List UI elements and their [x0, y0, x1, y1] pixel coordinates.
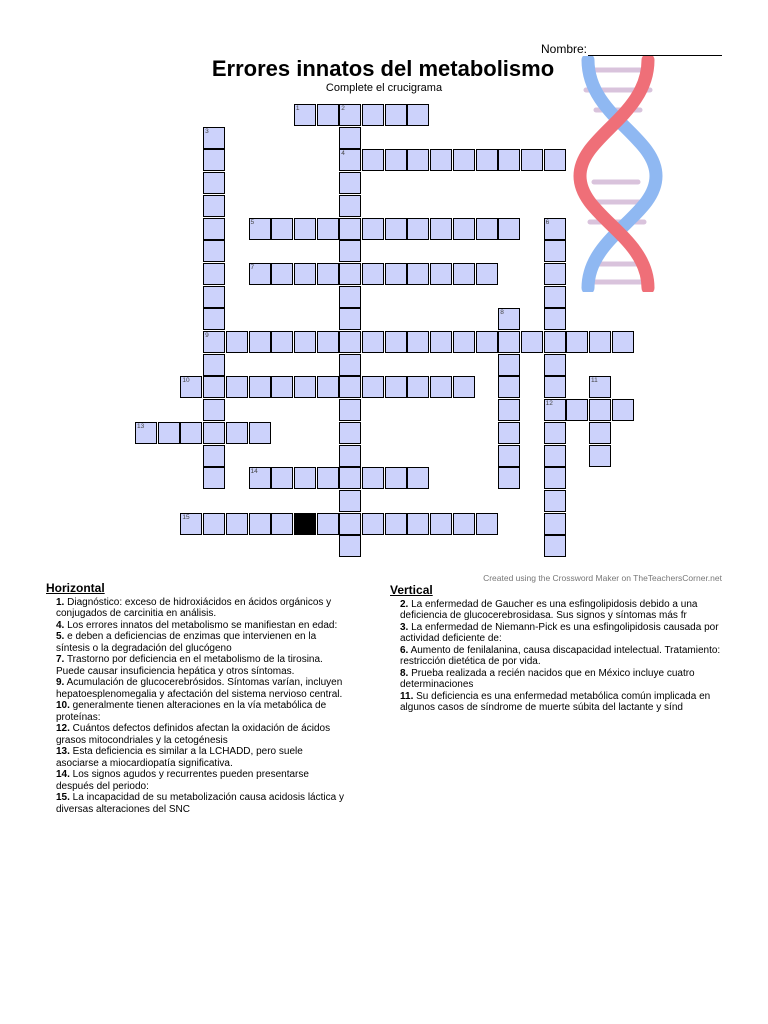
horizontal-clue-list — [46, 597, 346, 816]
crossword-cell[interactable] — [271, 218, 293, 240]
crossword-cell[interactable] — [385, 104, 407, 126]
crossword-cell[interactable] — [203, 149, 225, 171]
crossword-cell[interactable] — [339, 240, 361, 262]
crossword-cell[interactable] — [180, 513, 202, 535]
crossword-cell[interactable] — [339, 127, 361, 149]
crossword-cell[interactable] — [385, 513, 407, 535]
clue-number: 9. — [56, 677, 65, 688]
cell-number: 14 — [250, 468, 258, 476]
clue-text: Diagnóstico: exceso de hidroxiácidos en ácidos orgánicos y conjugados de carcinitia en análisis. — [56, 596, 332, 619]
crossword-cell[interactable] — [294, 263, 316, 285]
clues-heading-horizontal: Horizontal — [46, 581, 105, 595]
crossword-cell[interactable] — [407, 104, 429, 126]
crossword-cell[interactable] — [317, 467, 339, 489]
crossword-cell[interactable] — [453, 149, 475, 171]
crossword-cell[interactable] — [226, 376, 248, 398]
clue-text: Aumento de fenilalanina, causa discapacidad intelectual. Tratamiento: restricción dietética de por vida. — [400, 644, 721, 667]
crossword-cell[interactable] — [476, 218, 498, 240]
crossword-cell[interactable] — [362, 331, 384, 353]
crossword-cell[interactable] — [294, 467, 316, 489]
clue-text: Acumulación de glucocerebrósidos. Síntomas varían, incluyen hepatoesplenomegalia y afectación del sistema nervioso central. — [56, 677, 343, 700]
crossword-cell[interactable] — [612, 331, 634, 353]
clue-item — [46, 654, 346, 677]
crossword-cell[interactable] — [339, 467, 361, 489]
crossword-cell[interactable] — [249, 263, 271, 285]
crossword-cell[interactable] — [180, 422, 202, 444]
crossword-cell[interactable] — [521, 331, 543, 353]
crossword-cell[interactable] — [249, 422, 271, 444]
crossword-cell[interactable] — [476, 263, 498, 285]
cell-number: 7 — [250, 263, 255, 271]
clue-item — [46, 631, 346, 654]
crossword-cell[interactable] — [203, 445, 225, 467]
page-subtitle: Complete el crucigrama — [325, 82, 443, 94]
crossword-cell[interactable] — [589, 445, 611, 467]
crossword-cell[interactable] — [385, 376, 407, 398]
cell-number: 8 — [500, 309, 504, 317]
crossword-cell[interactable] — [362, 104, 384, 126]
crossword-cell[interactable] — [203, 467, 225, 489]
page-title: Errores innatos del metabolismo — [211, 56, 555, 81]
crossword-cell[interactable] — [203, 308, 225, 330]
crossword-cell[interactable] — [521, 149, 543, 171]
horizontal-clues — [46, 583, 346, 815]
clue-item — [46, 769, 346, 792]
crossword-cell[interactable] — [498, 445, 520, 467]
cell-number: 13 — [137, 422, 145, 430]
clue-item — [390, 622, 730, 645]
clue-text: Trastorno por deficiencia en el metabolismo de la tirosina. Puede causar insuficiencia hepática y otros síntomas. — [56, 654, 323, 677]
crossword-cell[interactable] — [385, 331, 407, 353]
crossword-cell[interactable] — [453, 331, 475, 353]
clue-item — [46, 620, 346, 632]
crossword-cell[interactable] — [249, 467, 271, 489]
crossword-cell[interactable] — [180, 376, 202, 398]
clue-item — [390, 668, 730, 691]
crossword-cell[interactable] — [544, 467, 566, 489]
clue-item — [46, 746, 346, 769]
crossword-cell[interactable] — [271, 263, 293, 285]
crossword-cell[interactable] — [498, 467, 520, 489]
crossword-cell[interactable] — [271, 513, 293, 535]
crossword-cell[interactable] — [339, 286, 361, 308]
crossword-cell[interactable] — [339, 172, 361, 194]
cell-number: 6 — [545, 218, 550, 226]
cell-number: 12 — [545, 400, 553, 408]
crossword-cell[interactable] — [317, 218, 339, 240]
crossword-cell[interactable] — [453, 218, 475, 240]
crossword-cell[interactable] — [589, 331, 611, 353]
crossword-cell[interactable] — [226, 422, 248, 444]
crossword-cell[interactable] — [249, 218, 271, 240]
clue-text: Cuántos defectos definidos afectan la oxidación de ácidos grasos mitocondriales y la cetogénesis — [56, 723, 331, 746]
crossword-cell[interactable] — [317, 104, 339, 126]
crossword-cell[interactable] — [544, 445, 566, 467]
crossword-cell[interactable] — [430, 218, 452, 240]
clue-item — [46, 792, 346, 815]
crossword-cell[interactable] — [339, 535, 361, 557]
crossword-cell[interactable] — [612, 399, 634, 421]
crossword-cell[interactable] — [544, 308, 566, 330]
cell-number: 11 — [591, 377, 598, 385]
clue-text: e deben a deficiencias de enzimas que intervienen en la síntesis o la degradación del glucógeno — [56, 631, 317, 654]
crossword-cell[interactable] — [407, 513, 429, 535]
crossword-cell[interactable] — [249, 331, 271, 353]
crossword-cell[interactable] — [430, 331, 452, 353]
crossword-cell[interactable] — [362, 149, 384, 171]
crossword-cell[interactable] — [498, 422, 520, 444]
crossword-cell[interactable] — [271, 376, 293, 398]
clue-text: La enfermedad de Niemann-Pick es una esfingolipidosis causada por actividad deficiente de: — [400, 621, 719, 644]
crossword-cell[interactable] — [339, 149, 361, 171]
crossword-cell[interactable] — [339, 490, 361, 512]
clue-number: 1. — [56, 596, 65, 608]
crossword-cell[interactable] — [476, 331, 498, 353]
crossword-cell[interactable] — [498, 376, 520, 398]
crossword-cell[interactable] — [498, 354, 520, 376]
clue-item — [46, 700, 346, 723]
crossword-cell[interactable] — [317, 263, 339, 285]
crossword-cell[interactable] — [203, 263, 225, 285]
crossword-cell[interactable] — [339, 445, 361, 467]
clue-item — [390, 691, 730, 714]
crossword-cell[interactable] — [203, 286, 225, 308]
crossword-cell[interactable] — [339, 308, 361, 330]
clue-number: 15. — [56, 792, 70, 803]
crossword-cell[interactable] — [339, 218, 361, 240]
crossword-cell[interactable] — [203, 218, 225, 240]
crossword-cell[interactable] — [407, 263, 429, 285]
cell-number: 4 — [341, 150, 345, 158]
crossword-cell[interactable] — [453, 376, 475, 398]
crossword-cell[interactable] — [226, 513, 248, 535]
crossword-cell[interactable] — [362, 376, 384, 398]
crossword-cell[interactable] — [430, 513, 452, 535]
crossword-cell[interactable] — [498, 218, 520, 240]
crossword-cell[interactable] — [249, 376, 271, 398]
crossword-cell[interactable] — [544, 376, 566, 398]
clue-text: Los errores innatos del metabolismo se manifiestan en edad: — [64, 619, 338, 631]
crossword-cell[interactable] — [498, 399, 520, 421]
crossword-cell[interactable] — [294, 331, 316, 353]
crossword-cell[interactable] — [589, 422, 611, 444]
crossword-cell[interactable] — [476, 513, 498, 535]
clue-number: 2. — [400, 598, 409, 610]
dna-helix-icon — [560, 56, 672, 292]
crossword-cell[interactable] — [498, 308, 520, 330]
crossword-cell[interactable] — [203, 172, 225, 194]
cell-number: 1 — [295, 105, 300, 112]
crossword-cell[interactable] — [226, 331, 248, 353]
vertical-clues — [390, 585, 730, 714]
clue-number: 5. — [56, 631, 65, 642]
crossword-cell[interactable] — [476, 149, 498, 171]
crossword-cell[interactable] — [317, 331, 339, 353]
name-label: Nombre: — [541, 42, 588, 56]
cell-number: 9 — [205, 332, 209, 339]
crossword-cell[interactable] — [339, 354, 361, 376]
crossword-cell[interactable] — [249, 513, 271, 535]
clue-number: 4. — [56, 619, 65, 631]
clue-item — [46, 597, 346, 620]
clue-number: 3. — [400, 621, 409, 633]
crossword-cell[interactable] — [203, 354, 225, 376]
crossword-block — [294, 513, 316, 535]
clue-number: 6. — [400, 644, 409, 656]
crossword-cell[interactable] — [203, 331, 225, 353]
crossword-cell[interactable] — [339, 331, 361, 353]
crossword-cell[interactable] — [430, 376, 452, 398]
clue-number: 12. — [56, 723, 70, 734]
clue-text: Esta deficiencia es similar a la LCHADD, pero suele asociarse a miocardiopatía significativa. — [56, 746, 303, 769]
crossword-cell[interactable] — [158, 422, 180, 444]
clue-number: 7. — [56, 654, 65, 665]
crossword-cell[interactable] — [203, 376, 225, 398]
cell-number: 15 — [182, 513, 190, 521]
crossword-cell[interactable] — [430, 149, 452, 171]
crossword-cell[interactable] — [317, 513, 339, 535]
clues-heading-vertical: Vertical — [390, 583, 433, 597]
crossword-cell[interactable] — [339, 422, 361, 444]
crossword-cell[interactable] — [544, 354, 566, 376]
crossword-cell[interactable] — [498, 149, 520, 171]
crossword-cell[interactable] — [339, 104, 361, 126]
clue-text: Prueba realizada a recién nacidos que en México incluye cuatro determinaciones — [400, 667, 695, 690]
crossword-cell[interactable] — [544, 422, 566, 444]
crossword-cell[interactable] — [339, 513, 361, 535]
crossword-cell[interactable] — [271, 467, 293, 489]
crossword-cell[interactable] — [362, 218, 384, 240]
crossword-cell[interactable] — [407, 218, 429, 240]
clue-text: Su deficiencia es una enfermedad metabólica común implicada en algunos casos de síndrome de muerte súbita del lactante y sínd — [400, 690, 711, 713]
crossword-cell[interactable] — [385, 263, 407, 285]
clue-item — [390, 645, 730, 668]
crossword-cell[interactable] — [203, 127, 225, 149]
crossword-cell[interactable] — [544, 535, 566, 557]
crossword-cell[interactable] — [566, 331, 588, 353]
crossword-cell[interactable] — [430, 263, 452, 285]
clue-number: 10. — [56, 700, 70, 711]
crossword-cell[interactable] — [385, 218, 407, 240]
clue-number: 11. — [400, 690, 414, 702]
clue-number: 14. — [56, 769, 70, 780]
crossword-cell[interactable] — [294, 376, 316, 398]
crossword-cell[interactable] — [589, 399, 611, 421]
cell-number: 5 — [250, 218, 255, 226]
crossword-cell[interactable] — [317, 376, 339, 398]
clue-number: 13. — [56, 746, 70, 757]
crossword-cell[interactable] — [589, 376, 611, 398]
clue-item — [390, 599, 730, 622]
crossword-cell[interactable] — [544, 331, 566, 353]
crossword-cell[interactable] — [566, 399, 588, 421]
crossword-cell[interactable] — [362, 263, 384, 285]
crossword-cell[interactable] — [203, 513, 225, 535]
vertical-clue-list — [390, 599, 730, 714]
crossword-cell[interactable] — [339, 376, 361, 398]
crossword-cell[interactable] — [203, 422, 225, 444]
crossword-cell[interactable] — [544, 513, 566, 535]
crossword-cell[interactable] — [294, 218, 316, 240]
clue-item — [46, 677, 346, 700]
credit-text: Created using the Crossword Maker on TheTeachersCorner.net — [483, 573, 722, 583]
crossword-cell[interactable] — [385, 149, 407, 171]
clue-text: Los signos agudos y recurrentes pueden presentarse después del periodo: — [56, 769, 309, 792]
crossword-cell[interactable] — [339, 399, 361, 421]
clue-text: La enfermedad de Gaucher es una esfingolipidosis debido a una deficiencia de glucocerebrosidasa. Sus signos y síntomas más fr — [400, 598, 698, 621]
cell-number: 10 — [182, 377, 190, 385]
crossword-cell[interactable] — [294, 104, 316, 126]
crossword-cell[interactable] — [407, 331, 429, 353]
clue-item — [46, 723, 346, 746]
crossword-cell[interactable] — [385, 467, 407, 489]
crossword-cell[interactable] — [271, 331, 293, 353]
crossword-cell[interactable] — [407, 149, 429, 171]
crossword-cell[interactable] — [453, 513, 475, 535]
crossword-cell[interactable] — [135, 422, 157, 444]
crossword-cell[interactable] — [362, 467, 384, 489]
cell-number: 3 — [205, 127, 209, 135]
crossword-cell[interactable] — [544, 399, 566, 421]
crossword-cell[interactable] — [339, 195, 361, 217]
crossword-cell[interactable] — [339, 263, 361, 285]
crossword-cell[interactable] — [203, 195, 225, 217]
crossword-cell[interactable] — [544, 490, 566, 512]
crossword-cell[interactable] — [203, 240, 225, 262]
crossword-cell[interactable] — [203, 399, 225, 421]
clue-number: 8. — [400, 667, 409, 679]
clue-text: La incapacidad de su metabolización causa acidosis láctica y diversas alteraciones del SNC — [56, 792, 344, 815]
crossword-cell[interactable] — [407, 376, 429, 398]
crossword-cell[interactable] — [407, 467, 429, 489]
crossword-cell[interactable] — [453, 263, 475, 285]
clue-text: generalmente tienen alteraciones en la vía metabólica de proteínas: — [56, 700, 327, 723]
cell-number: 2 — [341, 105, 345, 112]
crossword-cell[interactable] — [362, 513, 384, 535]
crossword-cell[interactable] — [498, 331, 520, 353]
